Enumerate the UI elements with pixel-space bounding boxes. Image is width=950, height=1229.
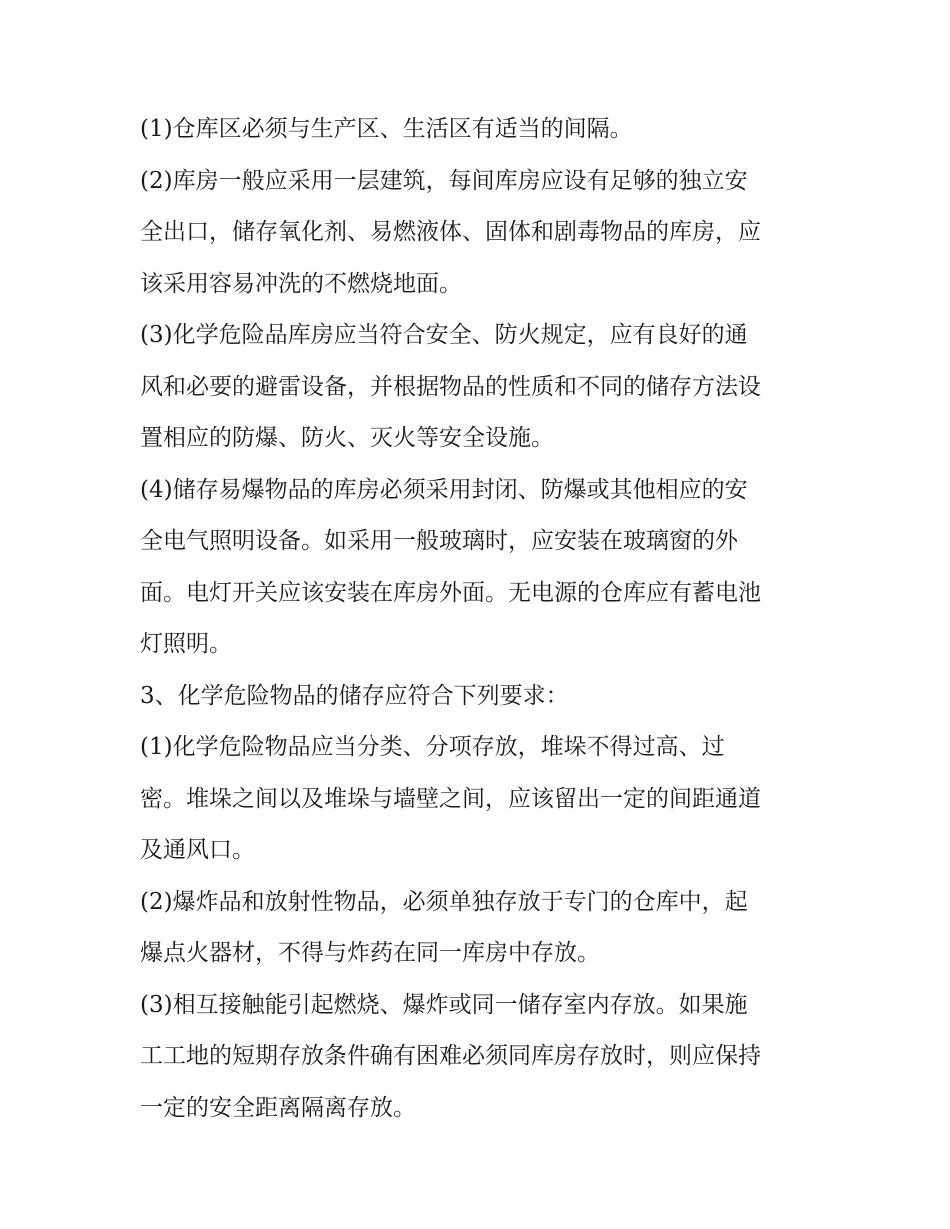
text-line: 工工地的短期存放条件确有困难必须同库房存放时，则应保持 [140,1043,761,1069]
section-heading-storage-requirements [140,671,820,723]
paragraph-incompatible-materials [140,980,820,1135]
text-line: 及通风口。 [140,837,255,863]
text-line: 爆点火器材，不得与炸药在同一库房中存放。 [140,940,600,966]
text-line: 灯照明。 [140,631,232,657]
text-line: (1)仓库区必须与生产区、生活区有适当的间隔。 [140,116,633,142]
text-line: (2)爆炸品和放射性物品，必须单独存放于专门的仓库中，起 [140,888,748,915]
paragraph-explosives-radioactive [140,877,820,980]
paragraph-explosive-lighting [140,465,820,671]
text-line: (1)化学危险物品应当分类、分项存放，堆垛不得过高、过 [140,734,725,760]
text-line: 该采用容易冲洗的不燃烧地面。 [140,270,462,297]
text-line: (3)化学危险品库房应当符合安全、防火规定，应有良好的通 [140,322,748,348]
paragraph-classified-storage [140,722,820,877]
text-line: 置相应的防爆、防火、灭火等安全设施。 [140,425,554,451]
text-line: 密。堆垛之间以及堆垛与墙壁之间，应该留出一定的间距通道 [140,785,761,812]
text-line: (3)相互接触能引起燃烧、爆炸或同一储存室内存放。如果施 [140,991,748,1018]
text-line: 全出口，储存氧化剂、易燃液体、固体和剧毒物品的库房，应 [140,219,761,245]
text-line: 3、化学危险物品的储存应符合下列要求： [140,682,569,709]
text-line: 风和必要的避雷设备，并根据物品的性质和不同的储存方法设 [140,373,761,400]
text-line: (2)库房一般应采用一层建筑，每间库房应设有足够的独立安 [140,167,748,194]
text-line: 面。电灯开关应该安装在库房外面。无电源的仓库应有蓄电池 [140,579,761,606]
paragraph-warehouse-spacing [140,104,820,156]
text-line: 全电气照明设备。如采用一般玻璃时，应安装在玻璃窗的外 [140,528,738,554]
text-line: 一定的安全距离隔离存放。 [140,1094,416,1121]
paragraph-storehouse-construction [140,156,820,311]
text-line: (4)储存易爆物品的库房必须采用封闭、防爆或其他相应的安 [140,476,748,503]
paragraph-fire-safety [140,310,820,465]
document-body [140,104,820,1134]
